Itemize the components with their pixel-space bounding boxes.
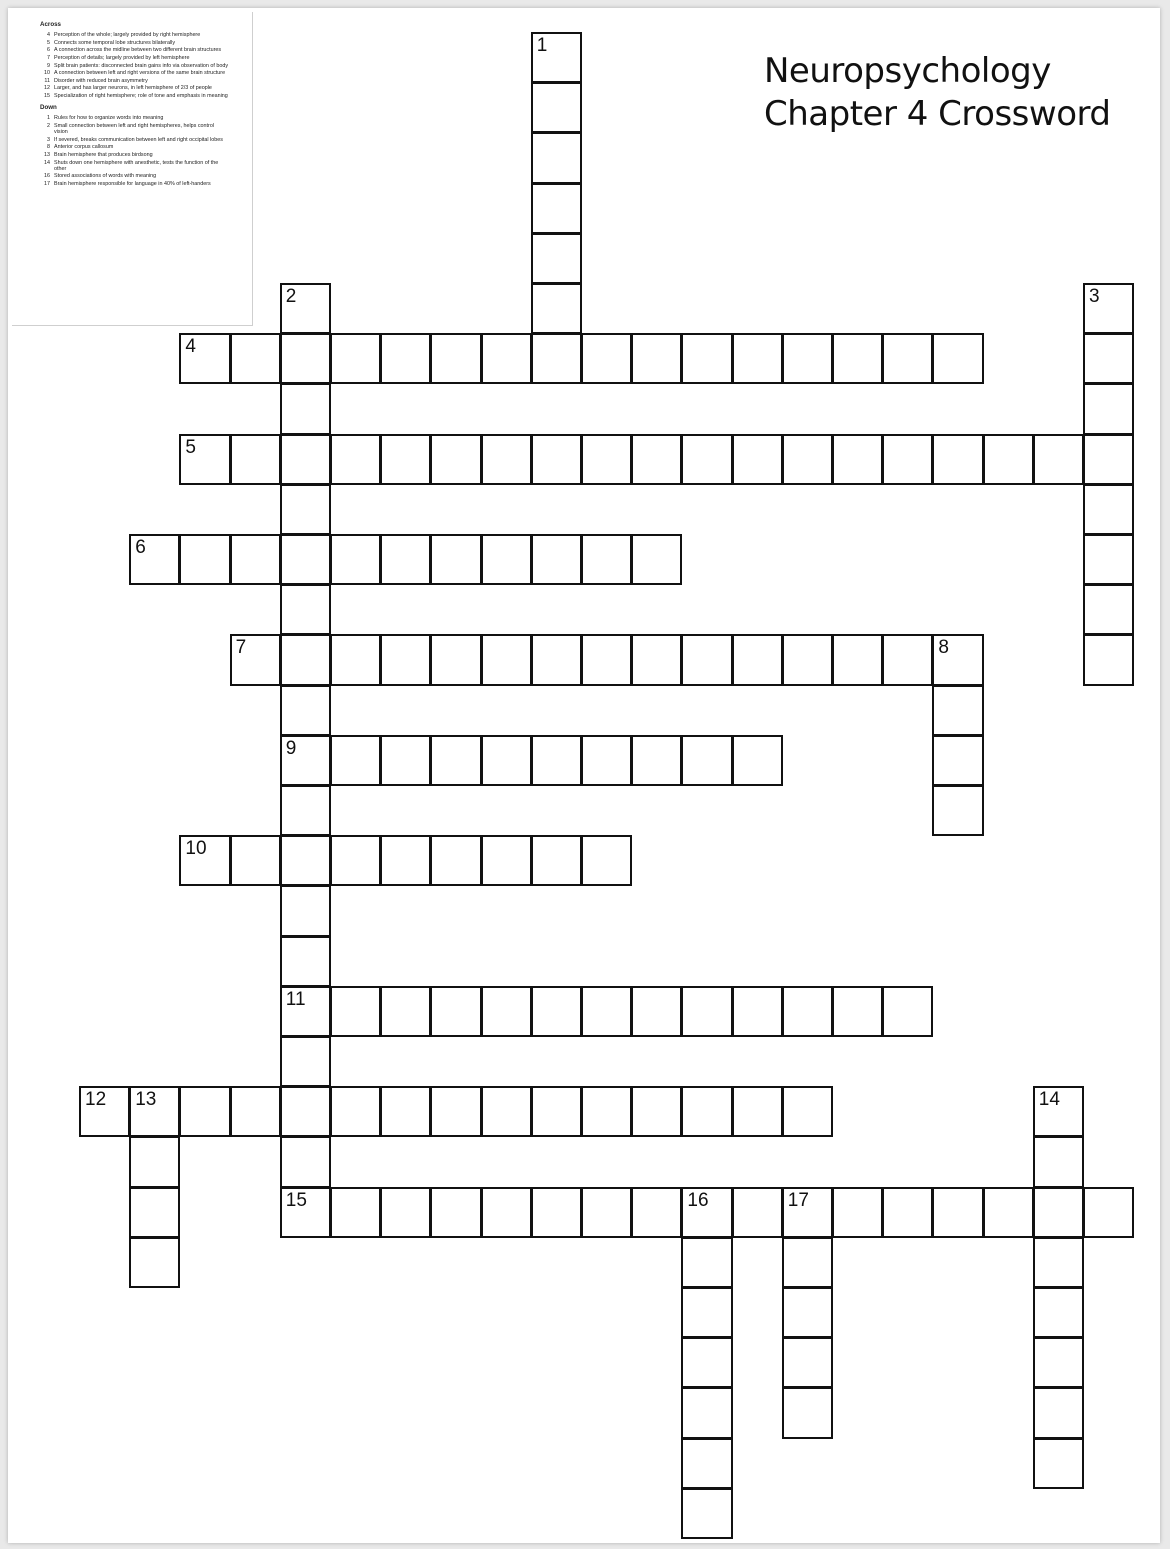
clue-text: Split brain patients: disconnected brain gains info via observation of body: [54, 62, 229, 69]
grid-cell[interactable]: [1083, 534, 1134, 585]
grid-cell[interactable]: [782, 333, 833, 384]
grid-cell[interactable]: [230, 434, 281, 485]
grid-cell[interactable]: [1033, 1187, 1084, 1238]
grid-cell[interactable]: [531, 986, 582, 1037]
grid-cell[interactable]: [832, 1187, 883, 1238]
grid-cell[interactable]: [481, 735, 532, 786]
grid-cell[interactable]: [732, 434, 783, 485]
grid-cell[interactable]: [1033, 1237, 1084, 1288]
clue-text: Rules for how to organize words into meaning: [54, 115, 164, 122]
grid-cell[interactable]: [631, 333, 682, 384]
grid-cell[interactable]: [430, 333, 481, 384]
grid-cell[interactable]: [581, 434, 632, 485]
clue-text: Perception of details; largely provided by left hemisphere: [54, 54, 190, 61]
grid-cell[interactable]: [732, 1086, 783, 1137]
clue-start-number: 2: [285, 286, 297, 307]
grid-cell[interactable]: [1033, 1086, 1084, 1137]
clue-number: 5: [47, 39, 50, 46]
grid-cell[interactable]: [1083, 283, 1134, 334]
grid-cell[interactable]: [782, 1086, 833, 1137]
clue-number: 17: [44, 180, 50, 187]
grid-cell[interactable]: [631, 1086, 682, 1137]
grid-cell[interactable]: [932, 735, 983, 786]
grid-cell[interactable]: [129, 1237, 180, 1288]
clue-number: 4: [47, 32, 50, 39]
clue-start-number: 15: [285, 1189, 307, 1211]
grid-cell[interactable]: [230, 634, 281, 685]
grid-cell[interactable]: [330, 835, 381, 886]
grid-cell[interactable]: [179, 835, 230, 886]
grid-cell[interactable]: [932, 685, 983, 736]
grid-cell[interactable]: [280, 434, 331, 485]
grid-cell[interactable]: [230, 835, 281, 886]
grid-cell[interactable]: [430, 534, 481, 585]
clue-start-number: 10: [185, 838, 207, 860]
grid-cell[interactable]: [732, 735, 783, 786]
grid-cell[interactable]: [681, 1086, 732, 1137]
grid-cell[interactable]: [882, 333, 933, 384]
grid-cell[interactable]: [330, 534, 381, 585]
grid-cell[interactable]: [481, 434, 532, 485]
grid-cell[interactable]: [380, 735, 431, 786]
grid-cell[interactable]: [631, 634, 682, 685]
grid-cell[interactable]: [1083, 434, 1134, 485]
clue-start-number: 14: [1038, 1089, 1060, 1111]
clue-number: 7: [47, 54, 50, 61]
grid-cell[interactable]: [1033, 1136, 1084, 1187]
grid-cell[interactable]: [732, 1187, 783, 1238]
grid-cell[interactable]: [430, 735, 481, 786]
grid-cell[interactable]: [531, 82, 582, 133]
grid-cell[interactable]: [380, 333, 431, 384]
grid-cell[interactable]: [732, 634, 783, 685]
clue-start-number: 4: [185, 336, 196, 358]
grid-cell[interactable]: [581, 1086, 632, 1137]
clue-text: Shuts down one hemisphere with anesthetic, tests the function of the other: [54, 159, 219, 172]
grid-cell[interactable]: [681, 986, 732, 1037]
grid-cell[interactable]: [531, 183, 582, 234]
clue-start-number: 17: [787, 1189, 809, 1211]
grid-cell[interactable]: [380, 434, 431, 485]
clue-number: 6: [47, 47, 50, 54]
grid-cell[interactable]: [280, 333, 331, 384]
grid-cell[interactable]: [581, 634, 632, 685]
grid-cell[interactable]: [832, 634, 883, 685]
grid-cell[interactable]: [531, 1187, 582, 1238]
clue-text: Connects some temporal lobe structures bilaterally: [54, 39, 176, 46]
grid-cell[interactable]: [330, 333, 381, 384]
grid-cell[interactable]: [1083, 584, 1134, 635]
grid-cell[interactable]: [280, 986, 331, 1037]
grid-cell[interactable]: [430, 835, 481, 886]
grid-cell[interactable]: [1083, 484, 1134, 535]
grid-cell[interactable]: [280, 685, 331, 736]
grid-cell[interactable]: [782, 986, 833, 1037]
grid-cell[interactable]: [882, 1187, 933, 1238]
grid-cell[interactable]: [1033, 1337, 1084, 1388]
grid-cell[interactable]: [782, 1237, 833, 1288]
grid-cell[interactable]: [681, 1438, 732, 1489]
clue-text: Specialization of right hemisphere; role of tone and emphasis in meaning: [54, 92, 228, 99]
grid-cell[interactable]: [832, 333, 883, 384]
grid-cell[interactable]: [280, 634, 331, 685]
clue-number: 8: [47, 144, 50, 151]
grid-cell[interactable]: [280, 584, 331, 635]
grid-cell[interactable]: [932, 785, 983, 836]
grid-cell[interactable]: [681, 1387, 732, 1438]
grid-cell[interactable]: [531, 32, 582, 83]
grid-cell[interactable]: [380, 1187, 431, 1238]
down-heading: Down: [40, 104, 57, 112]
grid-cell[interactable]: [581, 333, 632, 384]
grid-cell[interactable]: [531, 634, 582, 685]
clue-number: 9: [47, 62, 50, 69]
grid-cell[interactable]: [179, 1086, 230, 1137]
grid-cell[interactable]: [280, 735, 331, 786]
grid-cell[interactable]: [882, 986, 933, 1037]
grid-cell[interactable]: [531, 434, 582, 485]
clue-number: 10: [44, 70, 50, 77]
grid-cell[interactable]: [1083, 383, 1134, 434]
grid-cell[interactable]: [1083, 1187, 1134, 1238]
page-title-line-1: Neuropsychology: [764, 51, 1051, 91]
clue-start-number: 1: [536, 35, 548, 56]
grid-cell[interactable]: [581, 1187, 632, 1238]
clue-number: 3: [47, 136, 50, 143]
clue-text: Perception of the whole; largely provided by right hemisphere: [54, 32, 201, 39]
clue-number: 13: [44, 151, 50, 158]
grid-cell[interactable]: [481, 986, 532, 1037]
grid-cell[interactable]: [280, 1136, 331, 1187]
grid-cell[interactable]: [531, 735, 582, 786]
clue-start-number: 6: [135, 537, 146, 558]
grid-cell[interactable]: [280, 383, 331, 434]
clue-start-number: 3: [1089, 286, 1100, 307]
grid-cell[interactable]: [531, 132, 582, 183]
grid-cell[interactable]: [280, 534, 331, 585]
grid-cell[interactable]: [681, 434, 732, 485]
clue-number: 15: [44, 92, 50, 99]
grid-cell[interactable]: [631, 1187, 682, 1238]
grid-cell[interactable]: [732, 333, 783, 384]
grid-cell[interactable]: [330, 434, 381, 485]
grid-cell[interactable]: [1083, 333, 1134, 384]
grid-cell[interactable]: [832, 986, 883, 1037]
clue-start-number: 11: [285, 988, 306, 1010]
grid-cell[interactable]: [631, 534, 682, 585]
grid-cell[interactable]: [681, 333, 732, 384]
grid-cell[interactable]: [380, 835, 431, 886]
clue-start-number: 16: [687, 1189, 709, 1211]
grid-cell[interactable]: [430, 434, 481, 485]
grid-cell[interactable]: [531, 333, 582, 384]
grid-cell[interactable]: [531, 534, 582, 585]
grid-cell[interactable]: [681, 1237, 732, 1288]
clue-start-number: 9: [285, 737, 297, 759]
grid-cell[interactable]: [782, 634, 833, 685]
grid-cell[interactable]: [179, 534, 230, 585]
clue-number: 16: [44, 173, 50, 180]
grid-cell[interactable]: [380, 634, 431, 685]
across-heading: Across: [40, 21, 61, 28]
clue-start-number: 7: [235, 637, 247, 659]
grid-cell[interactable]: [280, 283, 331, 334]
grid-cell[interactable]: [481, 634, 532, 685]
grid-cell[interactable]: [430, 1086, 481, 1137]
grid-cell[interactable]: [581, 835, 632, 886]
clue-text: Brain hemisphere that produces birdsong: [54, 151, 153, 158]
grid-cell[interactable]: [1033, 1287, 1084, 1338]
grid-cell[interactable]: [330, 735, 381, 786]
clue-start-number: 13: [135, 1089, 157, 1111]
grid-cell[interactable]: [681, 1187, 732, 1238]
grid-cell[interactable]: [1083, 634, 1134, 685]
grid-cell[interactable]: [129, 1187, 180, 1238]
grid-cell[interactable]: [832, 434, 883, 485]
grid-cell[interactable]: [129, 1136, 180, 1187]
grid-cell[interactable]: [581, 534, 632, 585]
grid-cell[interactable]: [1033, 434, 1084, 485]
grid-cell[interactable]: [129, 1086, 180, 1137]
grid-cell[interactable]: [330, 634, 381, 685]
clue-text: Disorder with reduced brain asymmetry: [54, 77, 148, 84]
grid-cell[interactable]: [631, 735, 682, 786]
grid-cell[interactable]: [481, 333, 532, 384]
grid-cell[interactable]: [280, 885, 331, 936]
grid-cell[interactable]: [681, 1287, 732, 1338]
grid-cell[interactable]: [1033, 1387, 1084, 1438]
grid-cell[interactable]: [681, 634, 732, 685]
grid-cell[interactable]: [983, 434, 1034, 485]
grid-cell[interactable]: [179, 333, 230, 384]
grid-cell[interactable]: [380, 986, 431, 1037]
grid-cell[interactable]: [380, 1086, 431, 1137]
grid-cell[interactable]: [430, 986, 481, 1037]
grid-cell[interactable]: [531, 835, 582, 886]
clue-text: Small connection between left and right hemispheres, helps control vision: [54, 122, 215, 136]
grid-cell[interactable]: [129, 534, 180, 585]
grid-cell[interactable]: [330, 1086, 381, 1137]
grid-cell[interactable]: [280, 835, 331, 886]
clue-start-number: 8: [938, 637, 949, 659]
grid-cell[interactable]: [481, 835, 532, 886]
clue-text: If severed, breaks communication between left and right occipital lobes: [54, 136, 223, 143]
grid-cell[interactable]: [179, 434, 230, 485]
grid-cell[interactable]: [330, 986, 381, 1037]
grid-cell[interactable]: [481, 1187, 532, 1238]
grid-cell[interactable]: [932, 1187, 983, 1238]
grid-cell[interactable]: [681, 1337, 732, 1388]
grid-cell[interactable]: [983, 1187, 1034, 1238]
grid-cell[interactable]: [230, 333, 281, 384]
clue-number: 14: [44, 159, 50, 166]
grid-cell[interactable]: [380, 534, 431, 585]
grid-cell[interactable]: [782, 1387, 833, 1438]
grid-cell[interactable]: [280, 1086, 331, 1137]
grid-cell[interactable]: [531, 233, 582, 284]
grid-cell[interactable]: [230, 1086, 281, 1137]
clue-start-number: 5: [185, 436, 196, 458]
grid-cell[interactable]: [280, 785, 331, 836]
grid-cell[interactable]: [581, 735, 632, 786]
grid-cell[interactable]: [782, 1337, 833, 1388]
grid-cell[interactable]: [280, 1036, 331, 1087]
grid-cell[interactable]: [280, 484, 331, 535]
grid-cell[interactable]: [481, 534, 532, 585]
clue-start-number: 12: [85, 1089, 107, 1111]
grid-cell[interactable]: [932, 434, 983, 485]
grid-cell[interactable]: [631, 434, 682, 485]
grid-cell[interactable]: [430, 1187, 481, 1238]
grid-cell[interactable]: [882, 434, 933, 485]
grid-cell[interactable]: [782, 1287, 833, 1338]
grid-cell[interactable]: [581, 986, 632, 1037]
grid-cell[interactable]: [1033, 1438, 1084, 1489]
grid-cell[interactable]: [932, 634, 983, 685]
grid-cell[interactable]: [481, 1086, 532, 1137]
clue-number: 11: [44, 77, 50, 84]
grid-cell[interactable]: [280, 936, 331, 987]
clue-text: Anterior corpus callosum: [54, 144, 114, 151]
grid-cell[interactable]: [531, 1086, 582, 1137]
grid-cell[interactable]: [782, 434, 833, 485]
clue-text: A connection across the midline between two different brain structures: [54, 47, 222, 54]
grid-cell[interactable]: [230, 534, 281, 585]
grid-cell[interactable]: [79, 1086, 130, 1137]
grid-cell[interactable]: [732, 986, 783, 1037]
grid-cell[interactable]: [280, 1187, 331, 1238]
grid-cell[interactable]: [681, 1488, 732, 1539]
grid-cell[interactable]: [932, 333, 983, 384]
grid-cell[interactable]: [531, 283, 582, 334]
grid-cell[interactable]: [330, 1187, 381, 1238]
clue-text: Stored associations of words with meaning: [54, 173, 157, 180]
page-title-line-2: Chapter 4 Crossword: [764, 94, 1111, 134]
clue-number: 2: [47, 122, 50, 129]
clue-text: A connection between left and right versions of the same brain structure: [54, 70, 226, 77]
clue-text: Larger, and has larger neurons, in left hemisphere of 2/3 of people: [54, 85, 212, 92]
clue-text: Brain hemisphere responsible for language in 40% of left-handers: [54, 180, 211, 187]
grid-cell[interactable]: [681, 735, 732, 786]
grid-cell[interactable]: [782, 1187, 833, 1238]
grid-cell[interactable]: [631, 986, 682, 1037]
clue-number: 1: [47, 115, 50, 122]
clue-number: 12: [44, 85, 50, 92]
grid-cell[interactable]: [430, 634, 481, 685]
grid-cell[interactable]: [882, 634, 933, 685]
